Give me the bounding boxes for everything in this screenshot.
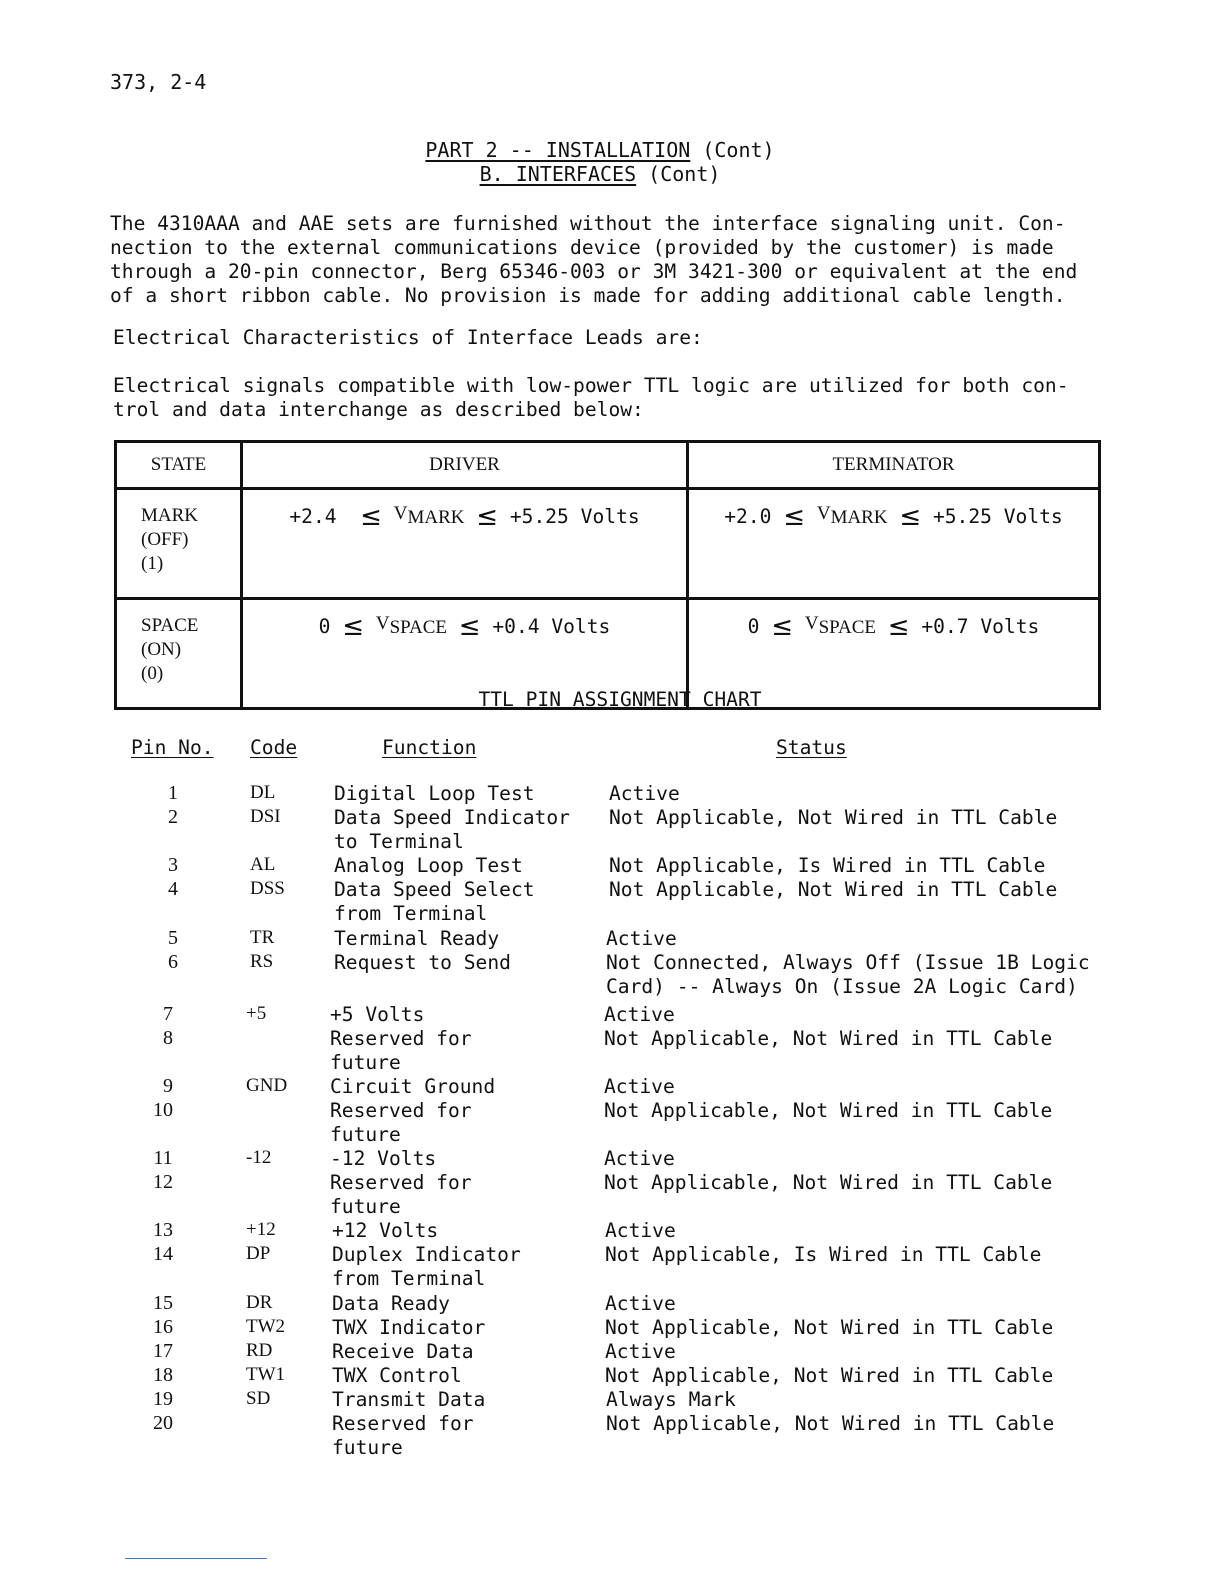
section-heading-title: B. INTERFACES — [479, 162, 637, 186]
pin-number: 20 — [153, 1412, 173, 1434]
range-low: +2.4 — [289, 505, 337, 528]
range-low: +2.0 — [724, 505, 772, 528]
electrical-table — [114, 440, 1101, 710]
pin-status — [606, 951, 1090, 999]
pin-status-line: Not Applicable, Not Wired in TTL Cable — [605, 1316, 1054, 1339]
pin-status-line: Active — [604, 1003, 675, 1026]
pin-function-line: Terminal Ready — [334, 927, 500, 950]
pin-status-line: Card) -- Always On (Issue 2A Logic Card) — [606, 975, 1078, 998]
pin-number: 7 — [163, 1003, 173, 1025]
pin-function — [330, 1075, 495, 1099]
part-heading — [0, 138, 1200, 162]
pin-number: 11 — [153, 1147, 173, 1169]
pin-function — [334, 878, 535, 926]
voltage-subscript: SPACE — [818, 617, 876, 638]
pin-status — [604, 1147, 675, 1171]
pin-number: 3 — [168, 854, 178, 876]
pin-number: 1 — [168, 782, 178, 804]
voltage-letter: V — [804, 613, 819, 634]
pin-function — [332, 1388, 485, 1412]
pin-function-line: +12 Volts — [332, 1219, 439, 1242]
pin-function-line: Receive Data — [332, 1340, 474, 1363]
function-column-header: Function — [382, 736, 477, 759]
pin-column-header: Pin No. — [131, 736, 214, 759]
pin-function — [334, 782, 535, 806]
pin-function — [330, 1147, 436, 1171]
range-low: 0 — [318, 615, 331, 638]
pin-number: 18 — [153, 1364, 173, 1386]
pin-function — [332, 1364, 462, 1388]
pin-function — [330, 1171, 472, 1219]
page-number: 373, 2-4 — [110, 70, 207, 94]
pin-status — [606, 1388, 736, 1412]
pin-code: RD — [246, 1340, 273, 1361]
pin-status — [604, 1003, 675, 1027]
pin-function-line: future — [330, 1123, 401, 1146]
pin-function-line: Reserved for — [330, 1027, 472, 1050]
section-heading — [0, 162, 1200, 186]
voltage-symbol — [393, 503, 465, 528]
pin-function-line: Data Speed Indicator — [334, 806, 570, 829]
voltage-letter: V — [816, 503, 831, 524]
lte-symbol: ≤ — [360, 502, 382, 532]
voltage-subscript: MARK — [830, 507, 888, 528]
pin-status-line: Not Applicable, Is Wired in TTL Cable — [605, 1243, 1042, 1266]
voltage-symbol — [375, 613, 447, 638]
pin-function-line: future — [330, 1051, 401, 1074]
pin-status-line: Not Applicable, Not Wired in TTL Cable — [605, 1364, 1054, 1387]
state-alias: (OFF) — [141, 529, 189, 550]
terminator-range — [688, 489, 1100, 599]
pin-status — [604, 1171, 1052, 1195]
lte-symbol: ≤ — [771, 612, 794, 642]
voltage-letter: V — [393, 503, 408, 524]
pin-status-line: Not Applicable, Not Wired in TTL Cable — [606, 1412, 1055, 1435]
pin-status — [604, 1027, 1052, 1051]
lte-symbol: ≤ — [887, 612, 910, 642]
state-bit: (1) — [141, 553, 164, 574]
pin-code: RS — [250, 951, 274, 972]
electrical-intro — [113, 374, 1069, 422]
terminator-header: TERMINATOR — [688, 442, 1100, 489]
pin-status — [609, 806, 1057, 830]
pin-status — [605, 1219, 676, 1243]
pin-status-line: Not Connected, Always Off (Issue 1B Logic — [606, 951, 1090, 974]
lte-symbol: ≤ — [476, 502, 499, 532]
voltage-symbol — [816, 503, 888, 528]
pin-code: GND — [246, 1075, 288, 1096]
pin-function — [334, 806, 570, 854]
pin-status-line: Always Mark — [606, 1388, 736, 1411]
pin-code: SD — [246, 1388, 271, 1409]
pin-function — [332, 1243, 521, 1291]
footer-rule — [125, 1558, 267, 1559]
pin-status-line: Active — [606, 927, 677, 950]
pin-status-line: Not Applicable, Not Wired in TTL Cable — [604, 1099, 1053, 1122]
pin-function — [334, 927, 499, 951]
pin-number: 15 — [153, 1292, 173, 1314]
pin-status-line: Active — [609, 782, 680, 805]
state-header: STATE — [116, 442, 242, 489]
pin-function — [330, 1099, 472, 1147]
pin-function-line: -12 Volts — [330, 1147, 437, 1170]
electrical-intro-line: trol and data interchange as described below: — [113, 398, 644, 421]
pin-status — [604, 1075, 675, 1099]
part-heading-title: PART 2 -- INSTALLATION — [425, 138, 691, 162]
driver-range — [242, 489, 688, 599]
intro-paragraph — [110, 212, 1100, 308]
pin-code: +5 — [246, 1003, 267, 1024]
pin-function-line: Digital Loop Test — [334, 782, 535, 805]
section-heading-suffix: (Cont) — [636, 162, 721, 186]
pin-function-line: from Terminal — [334, 902, 488, 925]
lte-symbol: ≤ — [458, 612, 481, 642]
electrical-table-header — [116, 442, 1100, 489]
pin-function — [332, 1412, 474, 1460]
pin-code: -12 — [246, 1147, 272, 1168]
range-high: +0.4 Volts — [492, 615, 611, 638]
pin-code: TR — [250, 927, 275, 948]
intro-line: The 4310AAA and AAE sets are furnished without the interface signaling unit. Con- — [110, 212, 1066, 235]
pin-status-line: Not Applicable, Not Wired in TTL Cable — [609, 878, 1058, 901]
pin-function-line: Reserved for — [332, 1412, 474, 1435]
pin-number: 10 — [153, 1099, 173, 1121]
state-name: MARK — [141, 505, 199, 526]
pin-status-line: Active — [605, 1292, 676, 1315]
intro-line: of a short ribbon cable. No provision is made for adding additional cable length. — [110, 284, 1066, 307]
voltage-subscript: MARK — [407, 507, 465, 528]
lte-symbol: ≤ — [783, 502, 806, 532]
voltage-symbol — [804, 613, 876, 638]
pin-function-line: Request to Send — [334, 951, 511, 974]
driver-header: DRIVER — [242, 442, 688, 489]
code-column-header: Code — [250, 736, 298, 759]
range-low: 0 — [747, 615, 760, 638]
pin-number: 13 — [153, 1219, 173, 1241]
pin-function-line: Data Ready — [332, 1292, 450, 1315]
state-name: SPACE — [141, 615, 199, 636]
pin-function-line: to Terminal — [334, 830, 464, 853]
pin-number: 12 — [153, 1171, 173, 1193]
pin-number: 16 — [153, 1316, 173, 1338]
pin-status-line: Active — [604, 1075, 675, 1098]
range-high: +5.25 Volts — [509, 505, 640, 528]
pin-number: 2 — [168, 806, 178, 828]
pin-status — [605, 1316, 1053, 1340]
pin-status-line: Not Applicable, Is Wired in TTL Cable — [609, 854, 1046, 877]
pin-function-line: future — [332, 1436, 403, 1459]
pin-code: +12 — [246, 1219, 276, 1240]
status-column-header: Status — [776, 736, 847, 759]
pin-function — [330, 1027, 472, 1075]
pin-number: 6 — [168, 951, 178, 973]
pin-code: TW1 — [246, 1364, 286, 1385]
pin-number: 14 — [153, 1243, 173, 1265]
pin-function-line: Circuit Ground — [330, 1075, 496, 1098]
pin-code: DSI — [250, 806, 281, 827]
pin-status — [609, 854, 1045, 878]
lte-symbol: ≤ — [899, 502, 922, 532]
electrical-intro-line: Electrical signals compatible with low-power TTL logic are utilized for both con- — [113, 374, 1069, 397]
pin-function — [332, 1292, 450, 1316]
pin-status-line: Active — [605, 1340, 676, 1363]
pin-code: DP — [246, 1243, 271, 1264]
pin-number: 4 — [168, 878, 178, 900]
pin-function-line: TWX Control — [332, 1364, 462, 1387]
lte-symbol: ≤ — [342, 612, 365, 642]
pin-code: DL — [250, 782, 276, 803]
electrical-title: Electrical Characteristics of Interface Leads are: — [113, 326, 703, 349]
pin-function — [332, 1219, 438, 1243]
pin-status-line: Not Applicable, Not Wired in TTL Cable — [604, 1027, 1053, 1050]
pin-function-line: from Terminal — [332, 1267, 486, 1290]
state-cell — [116, 489, 242, 599]
state-bit: (0) — [141, 663, 164, 684]
pin-status — [609, 782, 680, 806]
intro-line: nection to the external communications device (provided by the customer) is made — [110, 236, 1054, 259]
pin-code: DR — [246, 1292, 273, 1313]
pin-number: 8 — [163, 1027, 173, 1049]
pin-function — [332, 1340, 474, 1364]
pin-number: 5 — [168, 927, 178, 949]
pin-status-line: Not Applicable, Not Wired in TTL Cable — [604, 1171, 1053, 1194]
pin-function-line: TWX Indicator — [332, 1316, 486, 1339]
pin-status — [609, 878, 1057, 902]
pin-function — [332, 1316, 485, 1340]
pin-function-line: +5 Volts — [330, 1003, 425, 1026]
pin-status-line: Not Applicable, Not Wired in TTL Cable — [609, 806, 1058, 829]
pin-status-line: Active — [604, 1147, 675, 1170]
pin-code: AL — [250, 854, 276, 875]
pin-function-line: Data Speed Select — [334, 878, 535, 901]
voltage-letter: V — [375, 613, 390, 634]
pin-status-line: Active — [605, 1219, 676, 1242]
pin-function-line: Reserved for — [330, 1099, 472, 1122]
pin-number: 19 — [153, 1388, 173, 1410]
electrical-row-mark — [116, 489, 1100, 599]
part-heading-suffix: (Cont) — [690, 138, 775, 162]
pin-status — [605, 1364, 1053, 1388]
pin-status — [604, 1099, 1052, 1123]
pin-status — [605, 1340, 676, 1364]
pin-status — [605, 1243, 1041, 1267]
pin-code: TW2 — [246, 1316, 286, 1337]
range-high: +5.25 Volts — [932, 505, 1063, 528]
pin-function — [330, 1003, 424, 1027]
pin-function — [334, 951, 511, 975]
pin-code: DSS — [250, 878, 285, 899]
pin-status — [605, 1292, 676, 1316]
pin-function-line: Analog Loop Test — [334, 854, 523, 877]
pin-number: 9 — [163, 1075, 173, 1097]
state-alias: (ON) — [141, 639, 182, 660]
pin-status — [606, 927, 677, 951]
intro-line: through a 20-pin connector, Berg 65346-003 or 3M 3421-300 or equivalent at the end — [110, 260, 1078, 283]
pin-function-line: Reserved for — [330, 1171, 472, 1194]
pin-function-line: Duplex Indicator — [332, 1243, 521, 1266]
pin-number: 17 — [153, 1340, 173, 1362]
range-high: +0.7 Volts — [921, 615, 1040, 638]
pin-function — [334, 854, 523, 878]
pin-chart-title: TTL PIN ASSIGNMENT CHART — [478, 688, 762, 711]
voltage-subscript: SPACE — [389, 617, 447, 638]
pin-function-line: Transmit Data — [332, 1388, 486, 1411]
pin-status — [606, 1412, 1054, 1436]
pin-function-line: future — [330, 1195, 401, 1218]
